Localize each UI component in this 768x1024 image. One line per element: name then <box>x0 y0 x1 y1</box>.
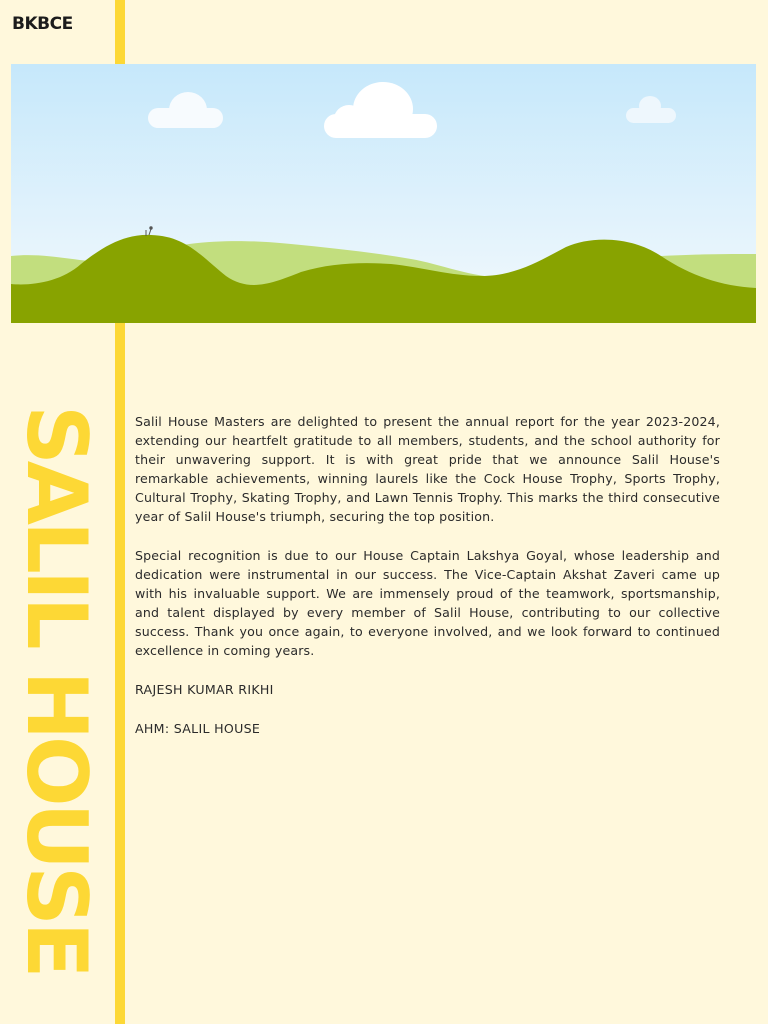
banner-illustration <box>11 64 756 323</box>
report-body <box>135 412 720 758</box>
logo: BKBCE <box>12 14 73 34</box>
signature-role: AHM: SALIL HOUSE <box>135 721 261 736</box>
paragraph-recognition: Special recognition is due to our House Captain Lakshya Goyal, whose leadership and dedication were instrumental in our success. The Vice-Captain Akshat Zaveri came up with his invaluable support. We are immensely proud of the teamwork, sportsmanship, and talent displayed by every member of Salil House, contributing to our collective success. Thank you once again, to everyone involved, and we look forward to continued excellence in coming years. <box>135 548 720 658</box>
house-title-vertical: SALIL HOUSE <box>8 405 105 975</box>
paragraph-intro: Salil House Masters are delighted to present the annual report for the year 2023-2024, extending our heartfelt gratitude to all members, students, and the school authority for their unwavering support. It is with great pride that we announce Salil House's remarkable achievements, winning laurels like the Cock House Trophy, Sports Trophy, Cultural Trophy, Skating Trophy, and Lawn Tennis Trophy. This marks the third consecutive year of Salil House's triumph, securing the top position. <box>135 414 720 524</box>
signature-name: RAJESH KUMAR RIKHI <box>135 682 274 697</box>
